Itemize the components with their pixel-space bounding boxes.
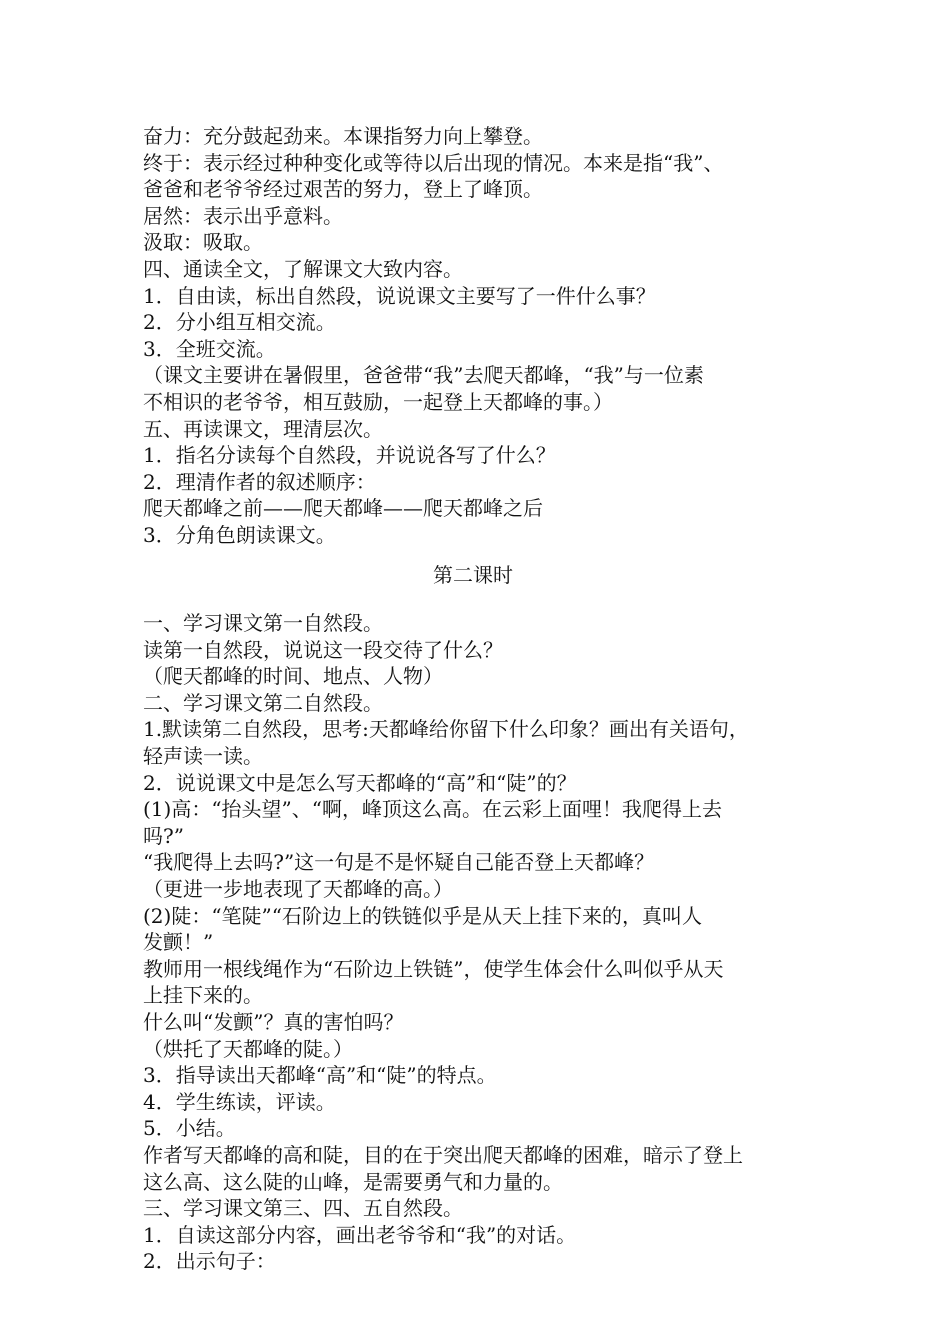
text-line: 3．全班交流。: [143, 336, 276, 361]
text-line: 发颤！”: [143, 930, 214, 955]
spacer: [143, 588, 823, 610]
text-line: （爬天都峰的时间、地点、人物）: [143, 664, 443, 689]
text-line: 吗?”: [143, 823, 184, 848]
text-line: 居然：表示出乎意料。: [143, 203, 343, 228]
text-line: 2．说说课文中是怎么写天都峰的“高”和“陡”的？: [143, 770, 577, 795]
text-line: 不相识的老爷爷，相互鼓励，一起登上天都峰的事。）: [143, 389, 613, 414]
text-line: 五、再读课文，理清层次。: [143, 416, 383, 441]
text-line: 四、通读全文，了解课文大致内容。: [143, 256, 463, 281]
text-line: 1．自读这部分内容，画出老爷爷和“我”的对话。: [143, 1222, 577, 1247]
text-line: 1．自由读，标出自然段，说说课文主要写了一件什么事？: [143, 283, 656, 308]
section-title: 第二课时: [433, 562, 513, 587]
text-line: 3．指导读出天都峰“高”和“陡”的特点。: [143, 1063, 497, 1088]
text-line: 读第一自然段，说说这一段交待了什么？: [143, 637, 503, 662]
text-line: 5．小结。: [143, 1116, 236, 1141]
text-line: 1.默读第二自然段，思考:天都峰给你留下什么印象？画出有关语句，: [143, 717, 749, 742]
text-line: 2．理清作者的叙述顺序：: [143, 469, 376, 494]
text-line: 三、学习课文第三、四、五自然段。: [143, 1196, 463, 1221]
text-line: 爬天都峰之前——爬天都峰——爬天都峰之后: [143, 496, 543, 521]
text-line: 什么叫“发颤”？真的害怕吗？: [143, 1010, 404, 1034]
text-line: 上挂下来的。: [143, 983, 263, 1008]
text-line: 2．出示句子：: [143, 1249, 276, 1274]
text-line: 作者写天都峰的高和陡，目的在于突出爬天都峰的困难，暗示了登上: [143, 1142, 743, 1167]
text-line: 1．指名分读每个自然段，并说说各写了什么？: [143, 443, 556, 468]
text-line: 二、学习课文第二自然段。: [143, 690, 383, 715]
text-block-second-lesson: [143, 610, 823, 1275]
text-line: (2)陡：“笔陡”“石阶边上的铁链似乎是从天上挂下来的，真叫人: [143, 903, 703, 928]
text-line: 4．学生练读，评读。: [143, 1089, 336, 1114]
text-line: （烘托了天都峰的陡。）: [143, 1036, 353, 1061]
text-line: 终于：表示经过种种变化或等待以后出现的情况。本来是指“我”、: [143, 150, 724, 175]
text-line: （课文主要讲在暑假里，爸爸带“我”去爬天都峰，“我”与一位素: [143, 363, 704, 388]
text-line: 轻声读一读。: [143, 744, 263, 769]
spacer: [143, 549, 823, 562]
text-line: 一、学习课文第一自然段。: [143, 611, 383, 636]
text-line: (1)高：“抬头望”、“啊，峰顶这么高。在云彩上面哩！我爬得上去: [143, 797, 723, 822]
text-line: 这么高、这么陡的山峰，是需要勇气和力量的。: [143, 1169, 563, 1194]
text-line: 汲取：吸取。: [143, 230, 263, 255]
text-line: 3．分角色朗读课文。: [143, 522, 336, 547]
text-line: 爸爸和老爷爷经过艰苦的努力，登上了峰顶。: [143, 177, 543, 202]
text-line: 2．分小组互相交流。: [143, 310, 336, 335]
text-line: “我爬得上去吗?”这一句是不是怀疑自己能否登上天都峰？: [143, 850, 655, 875]
text-block-first-lesson: [143, 123, 823, 549]
text-line: （更进一步地表现了天都峰的高。）: [143, 877, 453, 902]
document-page: [143, 123, 823, 1275]
text-line: 奋力：充分鼓起劲来。本课指努力向上攀登。: [143, 124, 543, 148]
text-line: 教师用一根线绳作为“石阶边上铁链”，使学生体会什么叫似乎从天: [143, 956, 724, 981]
